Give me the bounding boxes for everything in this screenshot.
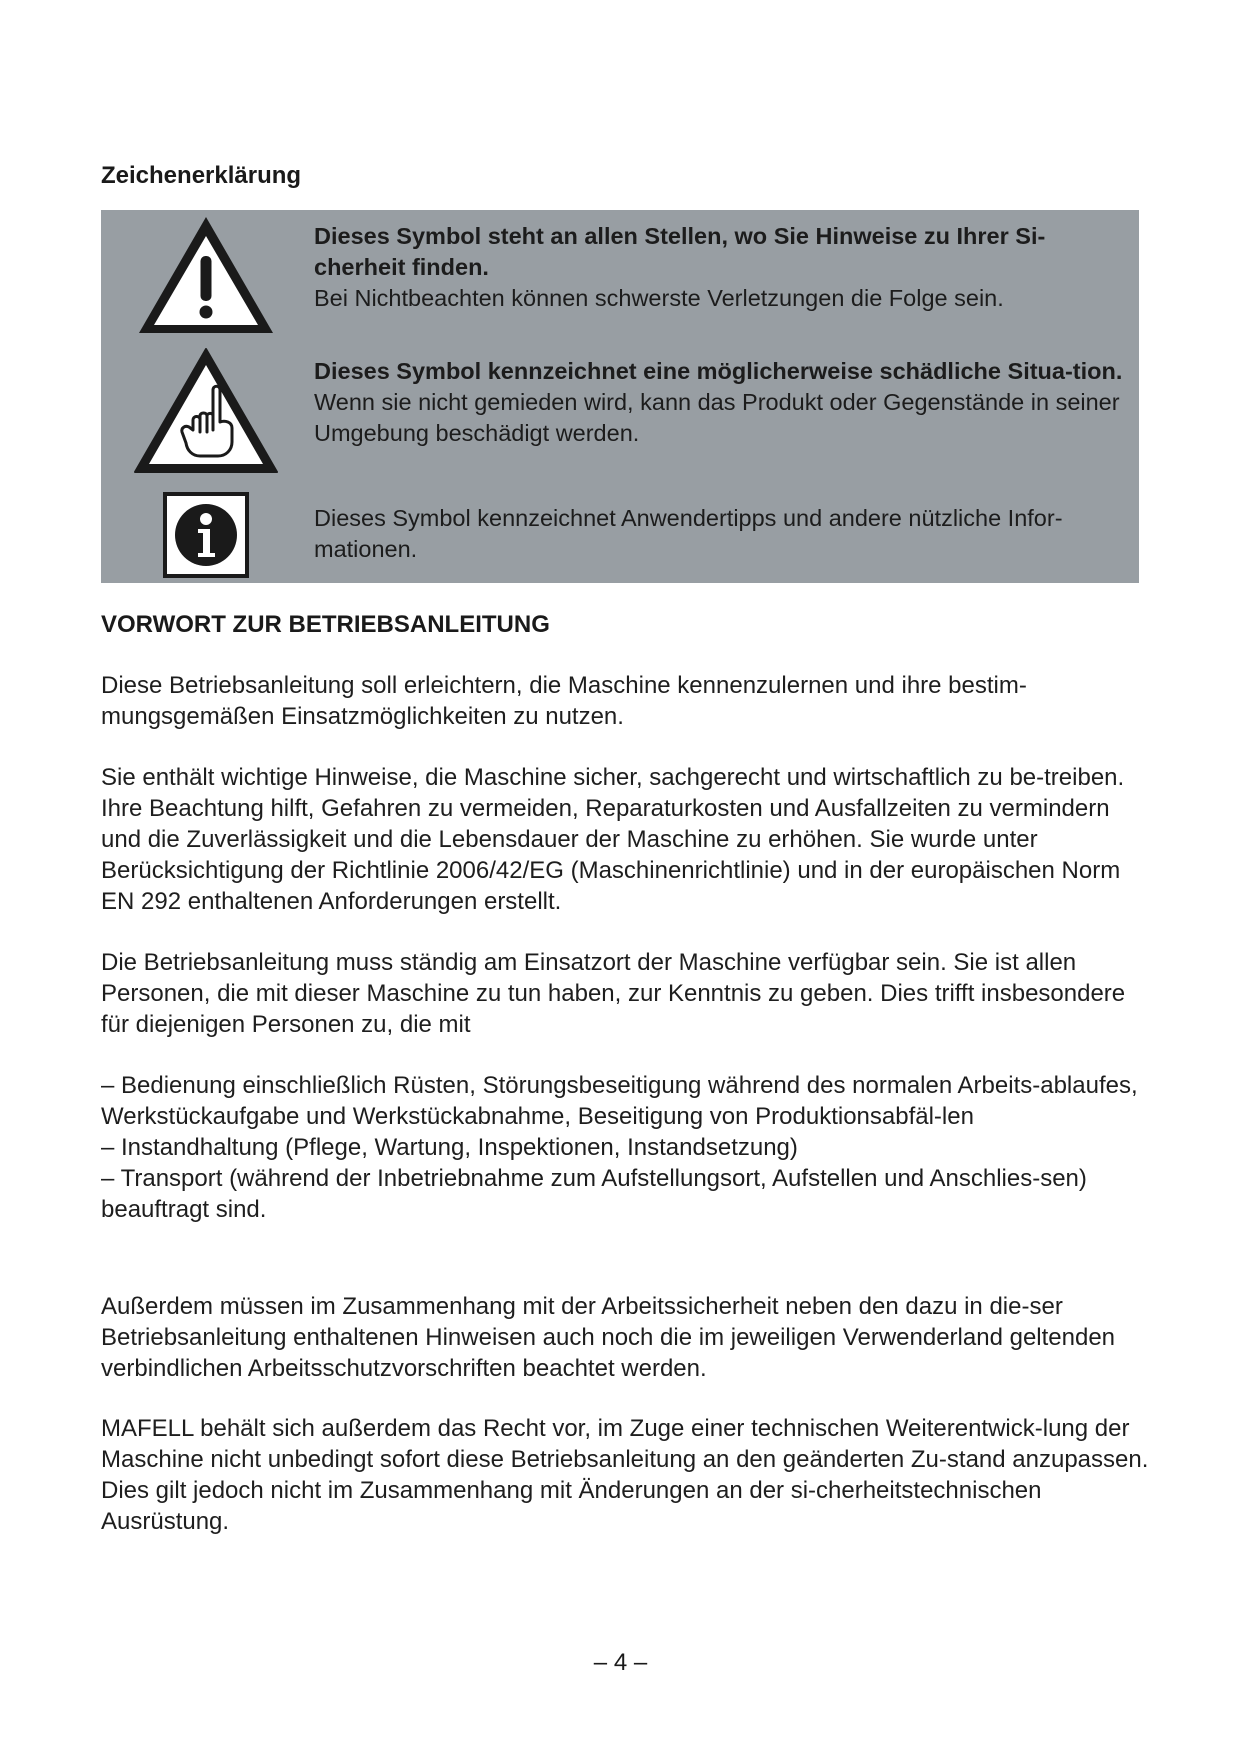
- legend-text-info: [314, 503, 1126, 565]
- page-number: – 4 –: [593, 1649, 648, 1676]
- legend-caution-description: Wenn sie nicht gemieden wird, kann das Produkt oder Gegenstände in seiner Umgebung beschädigt werden.: [314, 389, 1120, 446]
- info-icon: [163, 492, 249, 578]
- paragraph-safety-regulations: Außerdem müssen im Zusammenhang mit der Arbeitssicherheit neben den dazu in die-ser Betriebsanleitung enthaltenen Hinweisen auch noch die im jeweiligen Verwenderland geltenden verbindlichen Arbeitsschutzvorschriften beachtet werden.: [101, 1293, 1116, 1382]
- legend-title: Zeichenerklärung: [101, 162, 302, 189]
- paragraph-mafell-rights: MAFELL behält sich außerdem das Recht vor, im Zuge einer technischen Weiterentwick-lung der Maschine nicht unbedingt sofort diese Betriebsanleitung an den geänderten Zu-stand anzupassen. Dies gilt jedoch nicht im Zusammenhang mit Änderungen an der si-cherheitstechnischen Ausrüstung.: [101, 1415, 1149, 1535]
- legend-row-info: [101, 490, 1139, 580]
- legend-warning-description: Bei Nichtbeachten können schwerste Verletzungen die Folge sein.: [314, 285, 1004, 311]
- legend-text-warning: [314, 221, 1126, 314]
- paragraph-hints: Sie enthält wichtige Hinweise, die Maschine sicher, sachgerecht und wirtschaftlich zu be-treiben. Ihre Beachtung hilft, Gefahren zu vermeiden, Reparaturkosten und Ausfallzeiten zu vermindern und die Zuverlässigkeit und die Lebensdauer der Maschine zu erhöhen. Sie wurde unter Berücksichtigung der Richtlinie 2006/42/EG (Maschinenrichtlinie) und in der europäischen Norm EN 292 enthaltenen Anforderungen erstellt.: [101, 764, 1125, 915]
- legend-warning-heading: Dieses Symbol steht an allen Stellen, wo Sie Hinweise zu Ihrer Si-cherheit finden.: [314, 223, 1046, 280]
- legend-info-description: Dieses Symbol kennzeichnet Anwendertipps und andere nützliche Infor-mationen.: [314, 505, 1063, 562]
- symbol-legend-box: [101, 210, 1139, 583]
- legend-row-warning: [101, 210, 1139, 340]
- caution-hand-icon: [132, 346, 280, 476]
- paragraph-intro: Diese Betriebsanleitung soll erleichtern, die Maschine kennenzulernen und ihre bestim-mungsgemäßen Einsatzmöglichkeiten zu nutzen.: [101, 672, 1027, 730]
- paragraph-availability: Die Betriebsanleitung muss ständig am Einsatzort der Maschine verfügbar sein. Sie ist allen Personen, die mit dieser Maschine zu tun haben, zur Kenntnis zu geben. Dies trifft insbesondere für diejenigen Personen zu, die mit: [101, 949, 1126, 1038]
- paragraph-task-list: – Bedienung einschließlich Rüsten, Störungsbeseitigung während des normalen Arbeits-ablaufes, Werkstückaufgabe und Werkstückabnahme, Beseitigung von Produktionsabfäl-len – Instandhaltung (Pflege, Wartung, Inspektionen, Instandsetzung) – Transport (während der Inbetriebnahme zum Aufstellungsort, Aufstellen und Anschlies-sen) beauftragt sind.: [101, 1072, 1138, 1223]
- warning-exclamation-icon: [134, 212, 278, 340]
- legend-row-caution: [101, 346, 1139, 476]
- legend-text-caution: [314, 356, 1126, 449]
- legend-caution-heading: Dieses Symbol kennzeichnet eine möglicherweise schädliche Situa-tion.: [314, 358, 1123, 384]
- section-title: VORWORT ZUR BETRIEBSANLEITUNG: [101, 611, 550, 638]
